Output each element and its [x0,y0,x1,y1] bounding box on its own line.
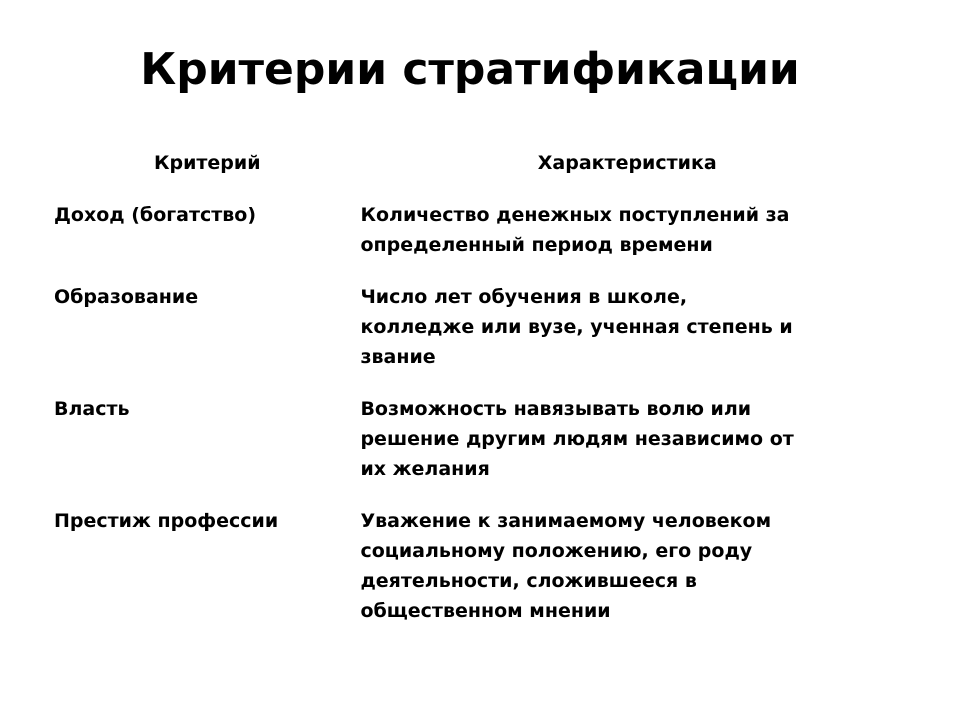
slide-title: Критерии стратификации [140,44,800,95]
characteristic-line: Число лет обучения в школе, [360,286,688,308]
header-characteristic: Характеристика [537,152,717,174]
characteristic-line: социальному положению, его роду [360,540,753,562]
characteristic-line: деятельности, сложившееся в [360,570,697,592]
characteristic-line: звание [360,346,436,368]
table-row [54,394,934,506]
characteristic-line: определенный период времени [360,234,713,256]
characteristic-line: Количество денежных поступлений за [360,204,790,226]
characteristic-power [360,394,934,506]
characteristic-line: Возможность навязывать волю или [360,398,752,420]
criterion-prestige: Престиж профессии [54,510,279,532]
characteristic-line: колледже или вузе, ученная степень и [360,316,793,338]
characteristic-income [360,200,934,282]
header-criterion: Критерий [153,152,261,174]
characteristic-education [360,282,934,394]
criterion-income: Доход (богатство) [54,204,257,226]
characteristic-line: общественном мнении [360,600,611,622]
table-row [54,282,934,394]
criterion-power: Власть [54,398,130,420]
criteria-table [54,148,934,648]
criterion-education: Образование [54,286,199,308]
characteristic-line: их желания [360,458,490,480]
table-row [54,506,934,648]
table-row [54,200,934,282]
characteristic-line: Уважение к занимаемому человеком [360,510,772,532]
characteristic-line: решение другим людям независимо от [360,428,794,450]
table-header-row [54,148,934,200]
characteristic-prestige [360,506,934,648]
